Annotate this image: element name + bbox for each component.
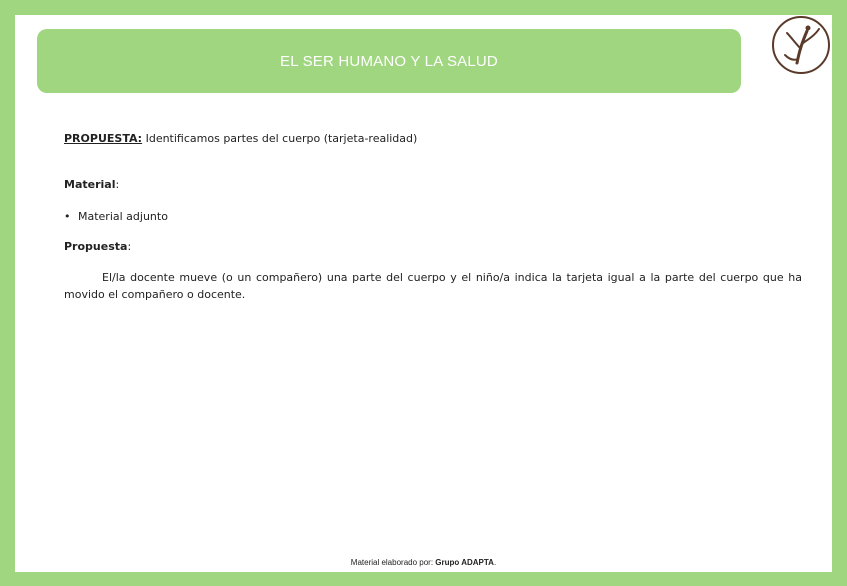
material-heading: [64, 177, 802, 193]
material-label: Material: [64, 178, 116, 191]
footer-author: Grupo ADAPTA: [435, 558, 494, 567]
material-colon: :: [115, 178, 120, 191]
footer-prefix: Material elaborado por:: [350, 558, 434, 567]
footer-credit: [15, 558, 832, 567]
proposal-line: [64, 131, 802, 147]
title-banner: [37, 29, 741, 93]
page-sheet: [15, 15, 832, 572]
proposal-text: Identificamos partes del cuerpo (tarjeta-realidad): [145, 132, 418, 145]
page-title: EL SER HUMANO Y LA SALUD: [280, 52, 498, 70]
proposal-label: PROPUESTA:: [64, 132, 143, 145]
procedure-heading: [64, 239, 802, 255]
procedure-colon: :: [127, 240, 132, 253]
list-item: [64, 209, 802, 225]
bullet-icon: •: [64, 210, 71, 223]
procedure-label: Propuesta: [64, 240, 128, 253]
procedure-text: El/la docente mueve (o un compañero) una parte del cuerpo y el niño/a indica la tarjeta igual a la parte del cuerpo que ha movido el compañero o docente.: [64, 271, 802, 301]
material-item: Material adjunto: [78, 210, 168, 223]
footer-suffix: .: [493, 558, 497, 567]
dancer-logo-icon: [771, 15, 831, 75]
document-body: [64, 131, 802, 303]
